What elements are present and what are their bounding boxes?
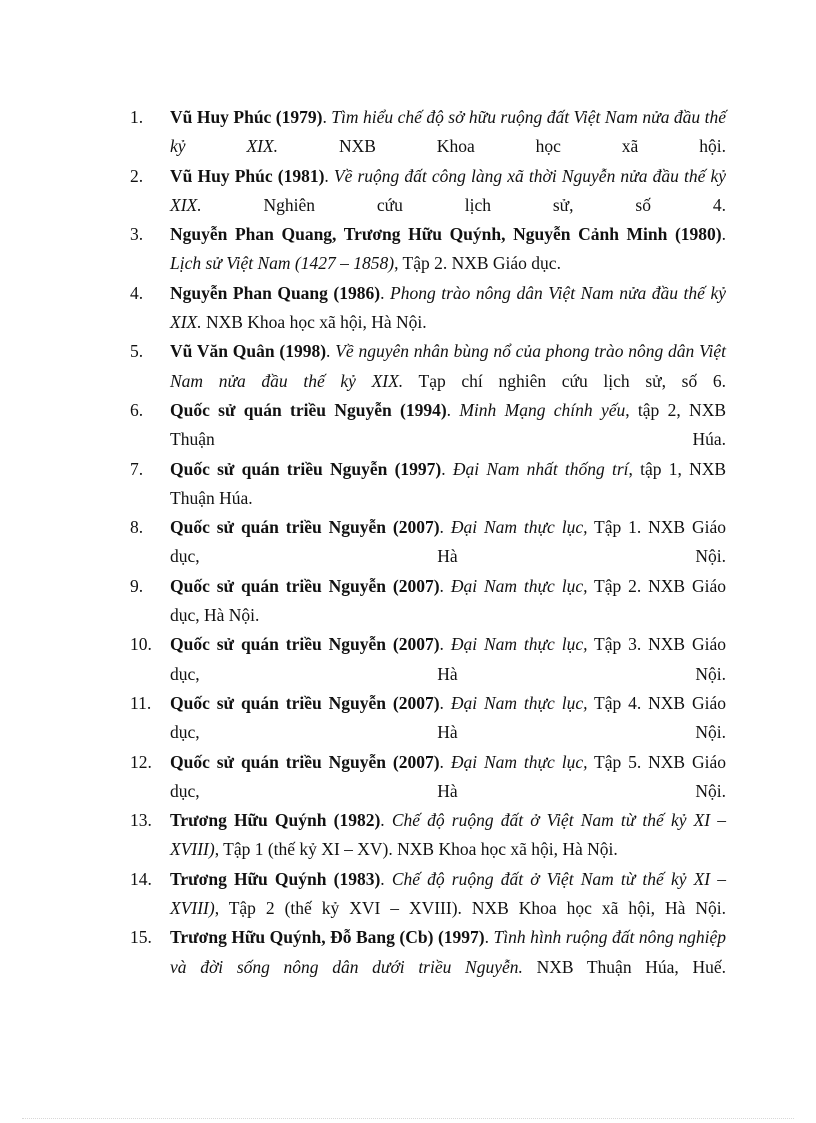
reference-author: Trương Hữu Quýnh, Đỗ Bang (Cb) bbox=[170, 927, 434, 948]
reference-separator: . bbox=[439, 575, 451, 596]
reference-details: , Tập 2. NXB Giáo dục. bbox=[394, 253, 561, 274]
reference-details: Tập 2. NXB Giáo dục, Hà Nội. bbox=[170, 575, 726, 626]
reference-author: Quốc sử quán triều Nguyễn bbox=[170, 458, 388, 479]
reference-item bbox=[130, 337, 726, 396]
reference-title: Đại Nam thực lục, bbox=[450, 634, 588, 655]
reference-year: (2007) bbox=[386, 692, 440, 713]
reference-year: (1986) bbox=[327, 282, 381, 303]
reference-separator: . bbox=[324, 165, 334, 186]
reference-author: Trương Hữu Quýnh bbox=[170, 868, 327, 889]
reference-number: 4. bbox=[130, 282, 144, 303]
reference-separator: . bbox=[380, 810, 392, 831]
reference-item bbox=[130, 748, 726, 807]
reference-separator: . bbox=[439, 751, 451, 772]
reference-number: 15. bbox=[130, 927, 152, 948]
reference-item bbox=[130, 220, 726, 279]
reference-author: Quốc sử quán triều Nguyễn bbox=[170, 634, 386, 655]
reference-year: (2007) bbox=[386, 575, 440, 596]
reference-separator: . bbox=[446, 399, 460, 420]
reference-number: 10. bbox=[130, 634, 152, 655]
reference-number: 9. bbox=[130, 575, 144, 596]
reference-title: Tìm hiểu chế độ sở hữu ruộng đất Việt Nam nửa đầu thế kỷ XIX. bbox=[170, 107, 727, 157]
reference-year: (1997) bbox=[433, 927, 485, 948]
reference-number: 7. bbox=[130, 458, 144, 479]
reference-separator: . bbox=[326, 341, 336, 362]
reference-title: Về nguyên nhân bùng nổ của phong trào nông dân Việt Nam nửa đầu thế kỷ XIX. bbox=[170, 341, 726, 391]
reference-number: 6. bbox=[130, 399, 144, 420]
reference-details: , Tập 2 (thế kỷ XVI – XVIII). NXB Khoa học xã hội, Hà Nội. bbox=[214, 898, 726, 919]
reference-item bbox=[130, 923, 726, 982]
reference-year: (2007) bbox=[386, 634, 440, 655]
reference-author: Quốc sử quán triều Nguyễn bbox=[170, 692, 386, 713]
reference-year: (1981) bbox=[272, 165, 325, 186]
reference-item bbox=[130, 103, 726, 162]
reference-details: Tạp chí nghiên cứu lịch sử, số 6. bbox=[403, 370, 727, 391]
reference-title: Chế độ ruộng đất ở Việt Nam từ thế kỷ XI – XVIII) bbox=[170, 810, 727, 860]
reference-list bbox=[130, 103, 726, 982]
reference-title: Tình hình ruộng đất nông nghiệp và đời sống nông dân dưới triều Nguyễn. bbox=[170, 927, 727, 977]
reference-year: (1980) bbox=[667, 224, 722, 245]
reference-title: Phong trào nông dân Việt Nam nửa đầu thế kỷ XIX. bbox=[170, 282, 727, 333]
reference-number: 5. bbox=[130, 341, 144, 362]
reference-title: Lịch sử Việt Nam (1427 – 1858) bbox=[170, 253, 395, 274]
reference-title: Đại Nam thực lục, bbox=[450, 751, 588, 772]
reference-details: , Tập 1 (thế kỷ XI – XV). NXB Khoa học xã hội, Hà Nội. bbox=[214, 839, 618, 860]
page-bottom-divider bbox=[22, 1118, 794, 1119]
reference-author: Nguyễn Phan Quang, Trương Hữu Quýnh, Nguyễn Cảnh Minh bbox=[170, 224, 668, 245]
reference-title: Về ruộng đất công làng xã thời Nguyễn nửa đầu thế kỷ XIX. bbox=[170, 165, 727, 215]
reference-number: 13. bbox=[130, 810, 152, 831]
reference-details: Tập 1. NXB Giáo dục, Hà Nội. bbox=[170, 517, 726, 567]
reference-year: (2007) bbox=[386, 751, 440, 772]
reference-details: NXB Khoa học xã hội, Hà Nội. bbox=[201, 312, 427, 333]
reference-number: 11. bbox=[130, 692, 152, 713]
reference-details: Tập 4. NXB Giáo dục, Hà Nội. bbox=[170, 692, 726, 743]
reference-number: 2. bbox=[130, 165, 144, 186]
reference-details: Nghiên cứu lịch sử, số 4. bbox=[201, 194, 726, 215]
reference-author: Trương Hữu Quýnh bbox=[170, 810, 327, 831]
reference-item bbox=[130, 806, 726, 865]
reference-item bbox=[130, 396, 726, 455]
reference-title: Chế độ ruộng đất ở Việt Nam từ thế kỷ XI – XVIII) bbox=[170, 868, 727, 919]
reference-number: 1. bbox=[130, 107, 144, 127]
reference-item bbox=[130, 572, 726, 631]
reference-title: Đại Nam thực lục, bbox=[450, 575, 588, 596]
reference-separator: . bbox=[441, 458, 453, 479]
reference-year: (1994) bbox=[391, 399, 447, 420]
reference-item bbox=[130, 865, 726, 924]
reference-details: , tập 1, NXB Thuận Húa. bbox=[170, 458, 727, 508]
reference-year: (1998) bbox=[274, 341, 327, 362]
reference-title: Đại Nam thực lục, bbox=[450, 517, 588, 538]
reference-year: (1979) bbox=[271, 107, 323, 127]
reference-number: 14. bbox=[130, 868, 152, 889]
reference-item bbox=[130, 279, 726, 338]
reference-author: Quốc sử quán triều Nguyễn bbox=[170, 517, 386, 538]
reference-details: , tập 2, NXB Thuận Húa. bbox=[170, 399, 726, 450]
reference-author: Vũ Văn Quân bbox=[170, 341, 275, 362]
reference-details: Tập 3. NXB Giáo dục, Hà Nội. bbox=[170, 634, 726, 684]
reference-author: Vũ Huy Phúc bbox=[170, 107, 272, 127]
reference-author: Quốc sử quán triều Nguyễn bbox=[170, 751, 386, 772]
reference-separator: . bbox=[380, 282, 390, 303]
reference-separator: . bbox=[439, 692, 451, 713]
reference-details: NXB Khoa học xã hội. bbox=[278, 136, 726, 157]
reference-separator: . bbox=[721, 224, 727, 245]
reference-separator: . bbox=[439, 517, 451, 538]
reference-item bbox=[130, 513, 726, 572]
reference-number: 8. bbox=[130, 517, 144, 538]
reference-separator: . bbox=[484, 927, 494, 948]
reference-author: Quốc sử quán triều Nguyễn bbox=[170, 399, 392, 420]
reference-title: Đại Nam thực lục, bbox=[450, 692, 588, 713]
reference-year: (1982) bbox=[326, 810, 381, 831]
reference-item bbox=[130, 162, 726, 221]
reference-number: 12. bbox=[130, 751, 152, 772]
reference-author: Nguyễn Phan Quang bbox=[170, 282, 328, 303]
reference-item bbox=[130, 689, 726, 748]
reference-details: Tập 5. NXB Giáo dục, Hà Nội. bbox=[170, 751, 726, 801]
reference-title: Đại Nam nhất thống trí bbox=[452, 458, 629, 479]
reference-author: Quốc sử quán triều Nguyễn bbox=[170, 575, 386, 596]
reference-year: (2007) bbox=[386, 517, 440, 538]
reference-item bbox=[130, 630, 726, 689]
reference-separator: . bbox=[322, 107, 332, 127]
reference-item bbox=[130, 455, 726, 514]
reference-separator: . bbox=[439, 634, 451, 655]
reference-separator: . bbox=[380, 868, 392, 889]
reference-title: Minh Mạng chính yếu bbox=[459, 399, 626, 420]
reference-author: Vũ Huy Phúc bbox=[170, 165, 273, 186]
reference-number: 3. bbox=[130, 224, 144, 245]
reference-year: (1983) bbox=[326, 868, 381, 889]
reference-year: (1997) bbox=[387, 458, 442, 479]
reference-details: NXB Thuận Húa, Huế. bbox=[522, 956, 726, 977]
